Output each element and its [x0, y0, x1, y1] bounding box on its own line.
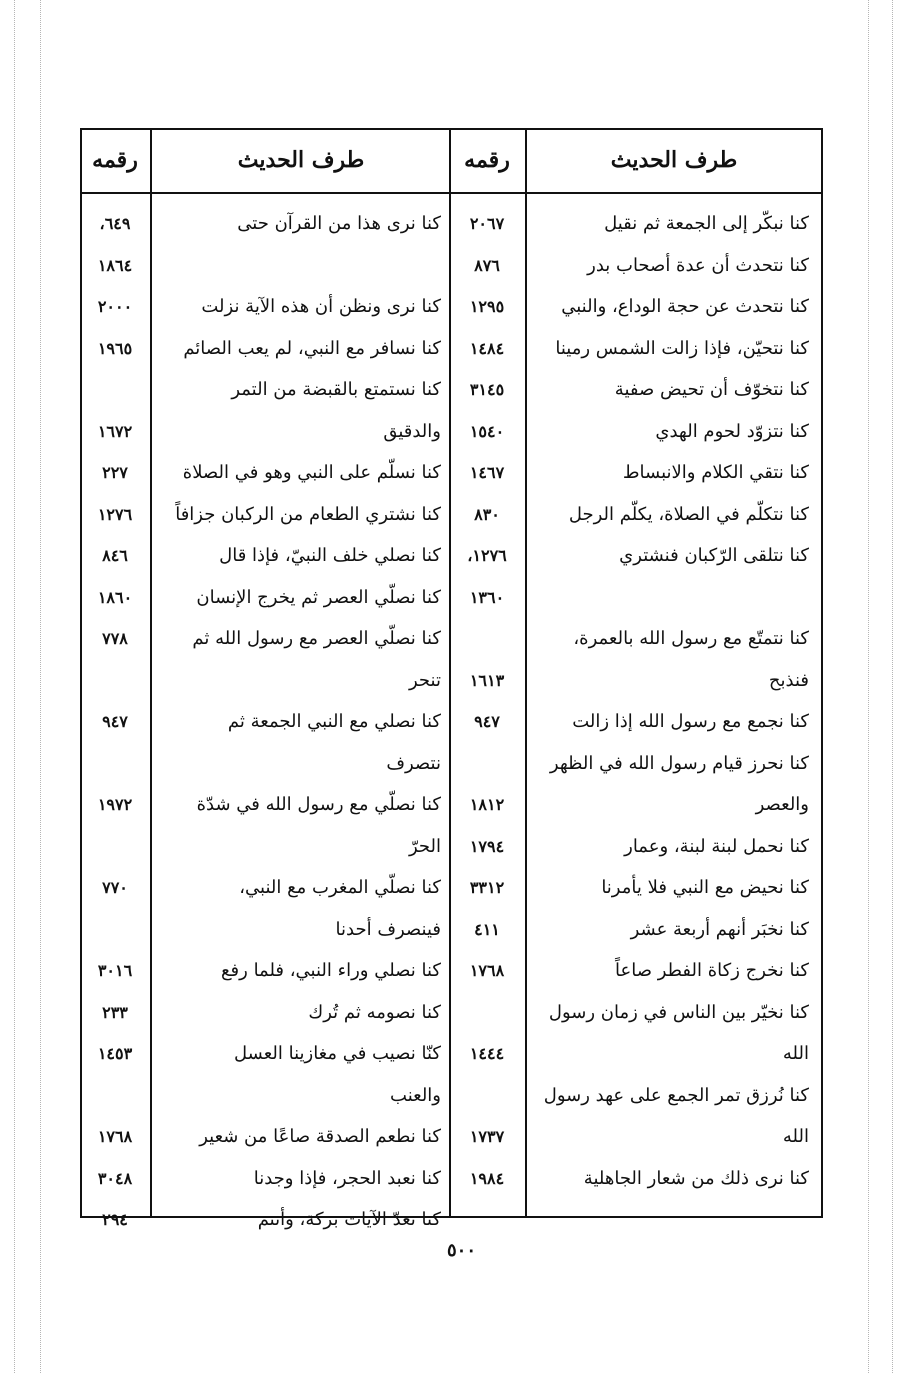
- right-entry-text: كنا نحمل لبنة لبنة، وعمار: [624, 835, 809, 857]
- right-entry-text: كنا نتكلّم في الصلاة، يكلّم الرجل: [568, 503, 809, 525]
- right-entry-number: ١٦١٣: [469, 670, 505, 690]
- right-entry-text: كنا نتزوّد لحوم الهدي: [655, 420, 809, 442]
- left-entry-number: ١٧٦٨: [97, 1127, 133, 1146]
- left-entry-number: ٢٣٣: [102, 1002, 128, 1022]
- left-entry-text: نتصرف: [386, 752, 441, 774]
- left-entry-number: ١٨٦٤: [97, 255, 133, 275]
- left-entry-text: كنا نطعم الصدقة صاعًا من شعير: [199, 1126, 441, 1147]
- left-entry-text: كنا نسافر مع النبي، لم يعب الصائم: [183, 337, 441, 359]
- page-number: ٥٠٠: [446, 1240, 476, 1261]
- left-entry-number: ٢٢٧: [102, 463, 128, 482]
- left-entry-text: كنا نصومه ثم تُرك: [308, 1001, 441, 1023]
- left-entry-text: كنا نسلّم على النبي وهو في الصلاة: [182, 462, 441, 483]
- header-divider: [82, 192, 821, 194]
- right-entry-number: ٨٣٠: [474, 504, 500, 524]
- left-entry-number: ٩٤٧: [102, 712, 128, 731]
- right-entry-number: ٣٣١٢: [469, 878, 505, 897]
- right-entry-text: كنا نخرج زكاة الفطر صاعاً: [614, 960, 809, 981]
- right-entry-number: ١٣٦٠: [469, 587, 505, 607]
- left-entry-text: كنا نصلّي العصر ثم يخرج الإنسان: [196, 586, 441, 608]
- right-entry-number: ١٧٣٧: [469, 1127, 505, 1146]
- right-entry-text: الله: [782, 1126, 809, 1147]
- right-entry-text: كنا نحرز قيام رسول الله في الظهر: [549, 752, 809, 774]
- left-entry-text: والعنب: [390, 1084, 441, 1106]
- left-entry-text: كنا نرى ونظن أن هذه الآية نزلت: [201, 296, 441, 317]
- right-entry-number: ١٧٩٤: [469, 836, 505, 856]
- header-right-number: رقمه: [464, 147, 510, 173]
- right-entry-text: كنا نرى ذلك من شعار الجاهلية: [583, 1167, 809, 1189]
- right-entry-number: ١٤٨٤: [469, 338, 505, 358]
- left-entry-text: كنا نصلّي مع رسول الله في شدّة: [196, 794, 441, 815]
- right-entry-text: الله: [782, 1043, 809, 1064]
- left-entry-number: ١٢٧٦: [97, 504, 133, 524]
- right-entry-text: كنا نتحدث أن عدة أصحاب بدر: [587, 254, 809, 276]
- left-entry-text: كنا نصلي وراء النبي، فلما رفع: [220, 960, 441, 981]
- right-entry-text: كنا نتحدث عن حجة الوداع، والنبي: [561, 296, 809, 317]
- header-left-number: رقمه: [92, 147, 138, 173]
- left-entry-text: كنا نرى هذا من القرآن حتى: [237, 213, 441, 234]
- right-entry-number: ٩٤٧: [474, 712, 500, 731]
- right-entry-text: كنا نخبَر أنهم أربعة عشر: [630, 918, 809, 940]
- column-divider: [150, 130, 152, 1216]
- right-entry-text: كنا نُرزق تمر الجمع على عهد رسول: [543, 1084, 809, 1106]
- left-entry-number: ٧٧٨: [102, 629, 128, 648]
- right-entry-text: كنا نحيض مع النبي فلا يأمرنا: [601, 877, 809, 898]
- right-entry-number: ١٧٦٨: [469, 961, 505, 980]
- left-entry-text: فينصرف أحدنا: [335, 918, 441, 940]
- scan-guide-line: [868, 0, 869, 1373]
- right-entry-number: ١٢٩٥: [469, 297, 505, 316]
- right-entry-text: كنا نخيّر بين الناس في زمان رسول: [548, 1001, 809, 1023]
- left-entry-text: كنا نشتري الطعام من الركبان جزافاً: [175, 503, 441, 525]
- right-entry-number: ١٤٤٤: [469, 1044, 505, 1063]
- left-entry-number: ٨٤٦: [102, 546, 128, 565]
- right-entry-text: فنذبح: [768, 669, 809, 691]
- right-entry-number: ٣١٤٥: [469, 380, 505, 399]
- left-entry-text: كنا نستمتع بالقبضة من التمر: [231, 379, 441, 400]
- left-entry-text: كنا نصلّي المغرب مع النبي،: [239, 877, 441, 898]
- right-entry-number: ١٨١٢: [469, 795, 505, 814]
- right-entry-number: ٢٠٦٧: [469, 214, 505, 233]
- left-entry-text: الحرّ: [408, 835, 441, 857]
- left-entry-number: ١٦٧٢: [97, 421, 133, 441]
- right-entry-number: ٤١١: [474, 919, 500, 939]
- right-entry-number: ١٥٤٠: [469, 421, 505, 441]
- right-entry-text: كنا نتمتّع مع رسول الله بالعمرة،: [573, 628, 809, 649]
- right-entry-text: كنا نتخوّف أن تحيض صفية: [614, 379, 809, 400]
- right-entry-text: والعصر: [755, 794, 809, 815]
- left-entry-text: والدقيق: [383, 420, 441, 442]
- left-entry-number: ١٩٦٥: [97, 338, 133, 358]
- left-entry-number: ١٤٥٣: [97, 1044, 133, 1063]
- left-entry-text: كنا نصلي خلف النبيّ، فإذا قال: [219, 545, 441, 566]
- left-entry-number: ٢٠٠٠: [97, 297, 133, 316]
- left-entry-text: كنّا نصيب في مغازينا العسل: [234, 1043, 441, 1064]
- right-entry-text: كنا نتلقى الرّكبان فنشتري: [619, 545, 809, 566]
- left-entry-number: ٣٠١٦: [97, 961, 133, 980]
- right-entry-number: ١٢٧٦،: [467, 546, 507, 565]
- right-entry-text: كنا نجمع مع رسول الله إذا زالت: [572, 711, 809, 732]
- left-entry-number: ٦٤٩،: [99, 214, 131, 233]
- left-entry-number: ٣٠٤٨: [97, 1168, 133, 1188]
- left-entry-number: ١٩٧٢: [97, 795, 133, 814]
- right-entry-text: كنا نتحيّن، فإذا زالت الشمس رمينا: [555, 337, 809, 359]
- scan-guide-line: [14, 0, 15, 1373]
- right-entry-text: كنا نتقي الكلام والانبساط: [622, 462, 809, 483]
- left-entry-text: كنا نعدّ الآيات بركة، وأنتم: [257, 1209, 441, 1230]
- right-entry-number: ١٤٦٧: [469, 463, 505, 482]
- scan-guide-line: [40, 0, 41, 1373]
- header-left-title: طرف الحديث: [237, 147, 365, 173]
- left-entry-number: ٢٩٤: [102, 1210, 128, 1229]
- left-entry-text: كنا نصلّي العصر مع رسول الله ثم: [192, 628, 441, 649]
- left-entry-text: كنا نعبد الحجر، فإذا وجدنا: [253, 1167, 441, 1189]
- right-entry-number: ٨٧٦: [474, 255, 500, 275]
- left-entry-text: كنا نصلي مع النبي الجمعة ثم: [227, 711, 441, 732]
- left-entry-number: ٧٧٠: [102, 878, 128, 897]
- right-entry-text: كنا نبكّر إلى الجمعة ثم نقيل: [604, 213, 809, 234]
- right-entry-number: ١٩٨٤: [469, 1168, 505, 1188]
- hadith-index-table: [80, 128, 823, 1230]
- scan-guide-line: [892, 0, 893, 1373]
- header-right-title: طرف الحديث: [610, 147, 738, 173]
- left-entry-number: ١٨٦٠: [97, 587, 133, 607]
- left-entry-text: تنحر: [409, 669, 441, 691]
- column-divider: [525, 130, 527, 1216]
